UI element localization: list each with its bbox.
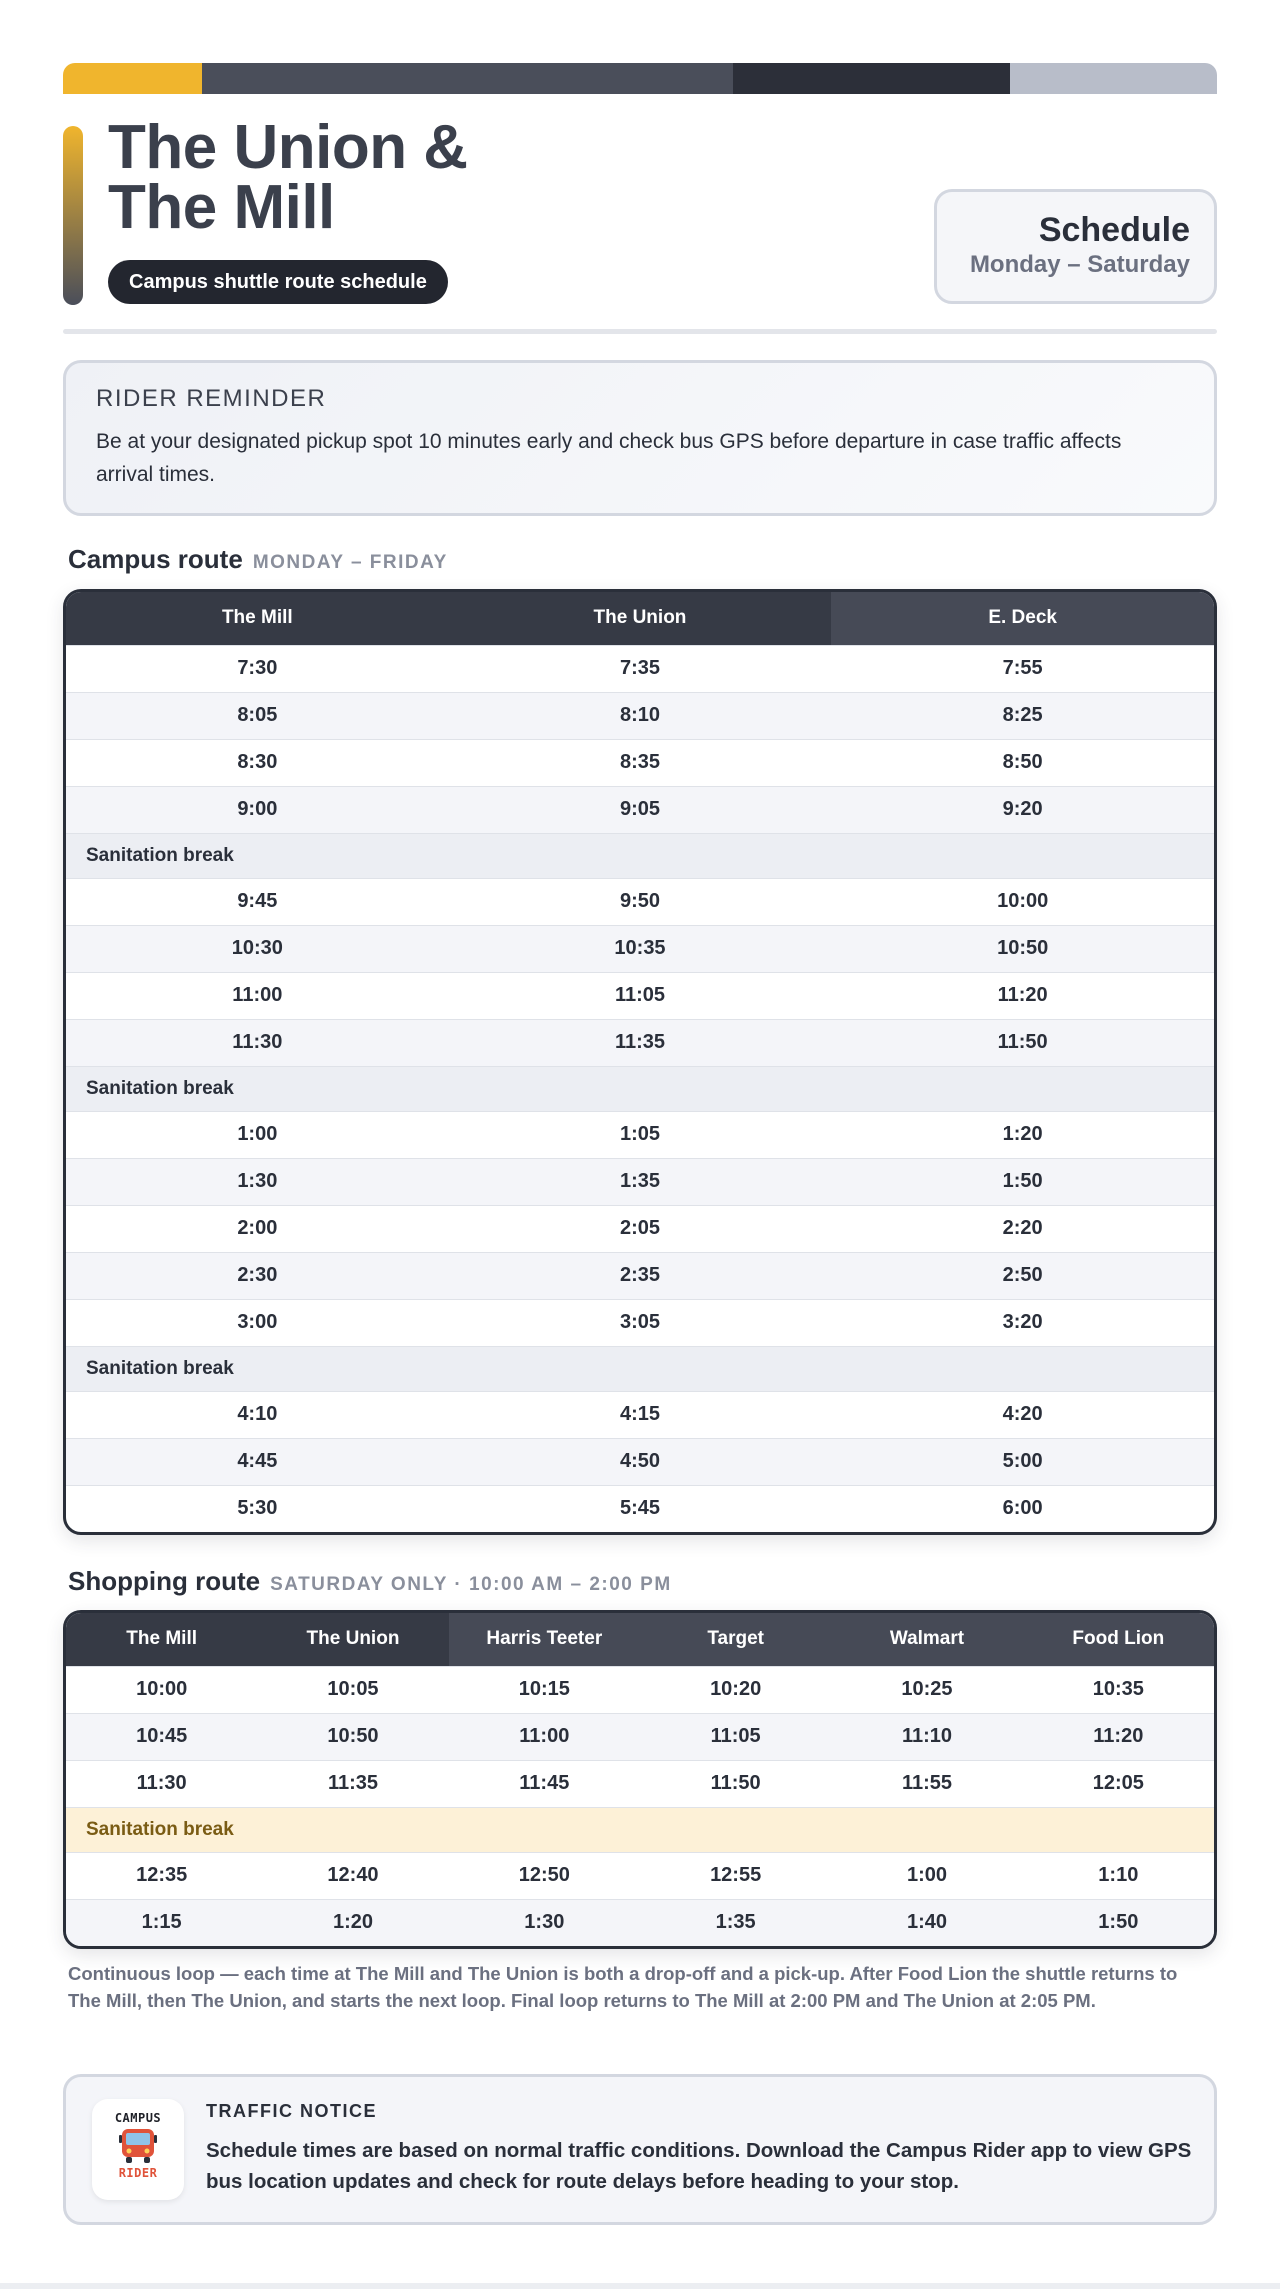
- column-header: The Union: [257, 1613, 448, 1666]
- time-cell: 1:30: [66, 1158, 449, 1205]
- table-row: [66, 692, 1214, 739]
- time-cell: 11:30: [66, 1760, 257, 1807]
- time-cell: 11:05: [640, 1713, 831, 1760]
- time-cell: 4:10: [66, 1391, 449, 1438]
- time-cell: 10:50: [831, 925, 1214, 972]
- time-cell: 1:00: [66, 1111, 449, 1158]
- time-cell: 10:30: [66, 925, 449, 972]
- break-row: [66, 1066, 1214, 1111]
- time-cell: 11:50: [831, 1019, 1214, 1066]
- color-segment: [202, 63, 733, 94]
- table-row: [66, 1252, 1214, 1299]
- table-row: [66, 1158, 1214, 1205]
- time-cell: 9:00: [66, 786, 449, 833]
- rider-reminder: [63, 360, 1217, 516]
- table-row: [66, 1485, 1214, 1532]
- time-cell: 8:25: [831, 692, 1214, 739]
- table-row: [66, 972, 1214, 1019]
- time-cell: 12:55: [640, 1852, 831, 1899]
- header-divider: [63, 329, 1217, 334]
- time-cell: 4:45: [66, 1438, 449, 1485]
- page-title: [108, 113, 468, 242]
- time-cell: 10:05: [257, 1666, 448, 1713]
- time-cell: 3:05: [449, 1299, 832, 1346]
- schedule-days-box: [934, 189, 1217, 304]
- time-cell: 11:55: [831, 1760, 1022, 1807]
- time-cell: 1:05: [449, 1111, 832, 1158]
- table-row: [66, 1666, 1214, 1713]
- reminder-heading: RIDER REMINDER: [96, 385, 327, 412]
- traffic-notice: [63, 2074, 1217, 2225]
- time-cell: 11:30: [66, 1019, 449, 1066]
- color-segment: [733, 63, 1010, 94]
- time-cell: 5:00: [831, 1438, 1214, 1485]
- table-row: [66, 878, 1214, 925]
- table-row: [66, 1391, 1214, 1438]
- shopping-route-subtitle: SATURDAY ONLY · 10:00 AM – 2:00 PM: [270, 1574, 672, 1595]
- time-cell: 1:20: [831, 1111, 1214, 1158]
- campus-route-heading: [68, 544, 448, 575]
- time-cell: 10:15: [449, 1666, 640, 1713]
- time-cell: 9:20: [831, 786, 1214, 833]
- time-cell: 10:00: [66, 1666, 257, 1713]
- time-cell: 9:05: [449, 786, 832, 833]
- logo-text-bottom: RIDER: [118, 2166, 158, 2180]
- time-cell: 4:20: [831, 1391, 1214, 1438]
- table-header-row: [66, 1613, 1214, 1666]
- table-row: [66, 1299, 1214, 1346]
- table-row: [66, 1111, 1214, 1158]
- table-row: [66, 786, 1214, 833]
- column-header: Target: [640, 1613, 831, 1666]
- time-cell: 9:50: [449, 878, 832, 925]
- time-cell: 12:05: [1023, 1760, 1214, 1807]
- time-cell: 8:50: [831, 739, 1214, 786]
- time-cell: 8:30: [66, 739, 449, 786]
- time-cell: 11:05: [449, 972, 832, 1019]
- column-header: E. Deck: [831, 592, 1214, 645]
- time-cell: 12:50: [449, 1852, 640, 1899]
- schedule-label: Schedule: [1038, 211, 1190, 249]
- time-cell: 5:45: [449, 1485, 832, 1532]
- time-cell: 4:50: [449, 1438, 832, 1485]
- time-cell: 12:35: [66, 1852, 257, 1899]
- campus-rider-logo: [92, 2099, 184, 2200]
- time-cell: 8:05: [66, 692, 449, 739]
- time-cell: 11:50: [640, 1760, 831, 1807]
- time-cell: 1:15: [66, 1899, 257, 1946]
- table-row: [66, 1205, 1214, 1252]
- reminder-body: Be at your designated pickup spot 10 minutes early and check bus GPS before departure in case traffic affects arrival times.: [96, 430, 1122, 486]
- table-row: [66, 1438, 1214, 1485]
- time-cell: 1:35: [449, 1158, 832, 1205]
- time-cell: 10:20: [640, 1666, 831, 1713]
- time-cell: 7:55: [831, 645, 1214, 692]
- time-cell: 10:50: [257, 1713, 448, 1760]
- time-cell: 11:20: [1023, 1713, 1214, 1760]
- table-row: [66, 925, 1214, 972]
- schedule-days: Monday – Saturday: [969, 251, 1190, 278]
- time-cell: 10:35: [1023, 1666, 1214, 1713]
- title-line-2: The Mill: [108, 173, 335, 242]
- time-cell: 11:20: [831, 972, 1214, 1019]
- column-header: The Mill: [66, 592, 449, 645]
- time-cell: 11:45: [449, 1760, 640, 1807]
- break-row: [66, 833, 1214, 878]
- table-row: [66, 645, 1214, 692]
- time-cell: 9:45: [66, 878, 449, 925]
- break-label: Sanitation break: [66, 833, 1214, 878]
- time-cell: 12:40: [257, 1852, 448, 1899]
- column-header: Walmart: [831, 1613, 1022, 1666]
- time-cell: 11:35: [449, 1019, 832, 1066]
- time-cell: 6:00: [831, 1485, 1214, 1532]
- column-header: The Union: [449, 592, 832, 645]
- color-segment: [63, 63, 202, 94]
- break-label: Sanitation break: [66, 1066, 1214, 1111]
- time-cell: 1:50: [1023, 1899, 1214, 1946]
- table-row: [66, 1760, 1214, 1807]
- notice-body: Schedule times are based on normal traffic conditions. Download the Campus Rider app to view GPS bus location updates and check for route delays before heading to your stop.: [206, 2139, 1192, 2193]
- column-header: Harris Teeter: [449, 1613, 640, 1666]
- time-cell: 11:00: [449, 1713, 640, 1760]
- table-row: [66, 1899, 1214, 1946]
- title-line-1: The Union &: [108, 113, 468, 182]
- break-label: Sanitation break: [66, 1807, 1214, 1852]
- column-header: The Mill: [66, 1613, 257, 1666]
- logo-text-top: CAMPUS: [114, 2111, 162, 2125]
- time-cell: 2:50: [831, 1252, 1214, 1299]
- campus-route-table: [63, 589, 1217, 1535]
- time-cell: 11:35: [257, 1760, 448, 1807]
- time-cell: 8:10: [449, 692, 832, 739]
- time-cell: 10:25: [831, 1666, 1022, 1713]
- time-cell: 8:35: [449, 739, 832, 786]
- loop-note: Continuous loop — each time at The Mill and The Union is both a drop-off and a pick-up. After Food Lion the shuttle returns to The Mill, then The Union, and starts the next loop. Final loop returns to The Mill at 2:00 PM and The Union at 2:05 PM.: [68, 1963, 1178, 2011]
- time-cell: 5:30: [66, 1485, 449, 1532]
- time-cell: 4:15: [449, 1391, 832, 1438]
- campus-route-title: Campus route: [68, 544, 243, 574]
- subtitle-pill: Campus shuttle route schedule: [108, 260, 448, 304]
- time-cell: 11:10: [831, 1713, 1022, 1760]
- column-header: Food Lion: [1023, 1613, 1214, 1666]
- time-cell: 7:30: [66, 645, 449, 692]
- time-cell: 11:00: [66, 972, 449, 1019]
- shopping-route-table: [63, 1610, 1217, 1949]
- time-cell: 1:10: [1023, 1852, 1214, 1899]
- time-cell: 10:45: [66, 1713, 257, 1760]
- time-cell: 2:05: [449, 1205, 832, 1252]
- time-cell: 3:20: [831, 1299, 1214, 1346]
- break-row: [66, 1807, 1214, 1852]
- table-row: [66, 739, 1214, 786]
- campus-route-subtitle: MONDAY – FRIDAY: [252, 552, 448, 573]
- notice-heading: TRAFFIC NOTICE: [206, 2101, 377, 2121]
- title-accent-bar: [63, 126, 83, 305]
- break-row: [66, 1346, 1214, 1391]
- top-color-bar: [63, 63, 1217, 94]
- time-cell: 1:20: [257, 1899, 448, 1946]
- table-row: [66, 1713, 1214, 1760]
- time-cell: 10:35: [449, 925, 832, 972]
- time-cell: 3:00: [66, 1299, 449, 1346]
- time-cell: 2:00: [66, 1205, 449, 1252]
- time-cell: 1:35: [640, 1899, 831, 1946]
- table-header-row: [66, 592, 1214, 645]
- time-cell: 2:35: [449, 1252, 832, 1299]
- time-cell: 2:30: [66, 1252, 449, 1299]
- break-label: Sanitation break: [66, 1346, 1214, 1391]
- table-row: [66, 1019, 1214, 1066]
- time-cell: 1:00: [831, 1852, 1022, 1899]
- table-row: [66, 1852, 1214, 1899]
- time-cell: 7:35: [449, 645, 832, 692]
- bus-icon: [118, 2127, 158, 2165]
- shopping-route-heading: [68, 1566, 672, 1597]
- time-cell: 1:30: [449, 1899, 640, 1946]
- time-cell: 2:20: [831, 1205, 1214, 1252]
- color-segment: [1010, 63, 1217, 94]
- bottom-strip: [0, 2283, 1280, 2289]
- time-cell: 10:00: [831, 878, 1214, 925]
- time-cell: 1:50: [831, 1158, 1214, 1205]
- shopping-route-title: Shopping route: [68, 1566, 261, 1596]
- time-cell: 1:40: [831, 1899, 1022, 1946]
